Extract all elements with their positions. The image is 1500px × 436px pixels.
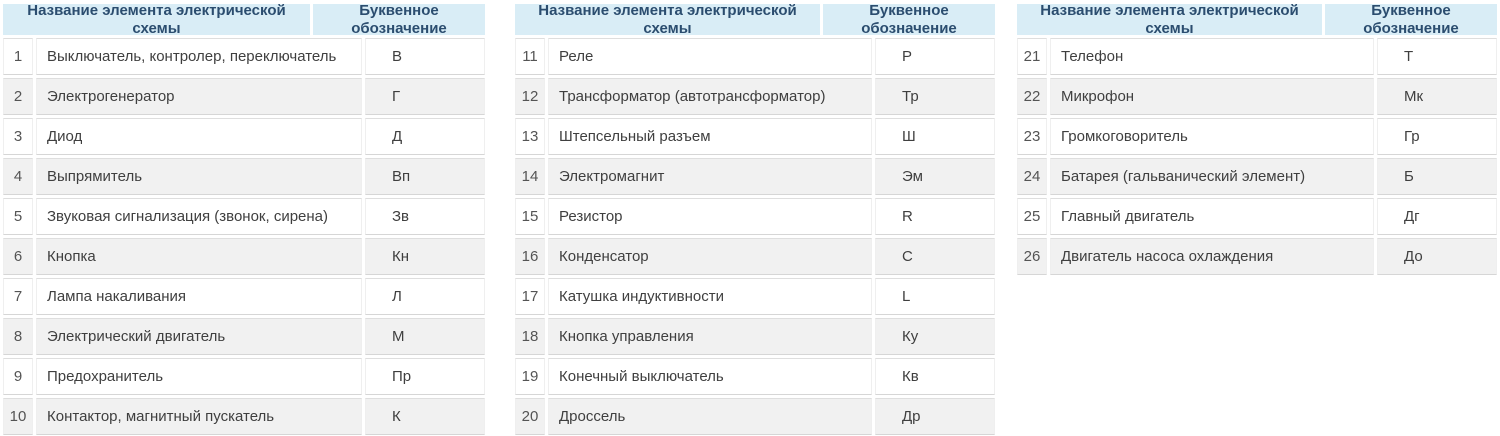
row-number: 21 bbox=[1017, 38, 1047, 75]
table-row bbox=[3, 38, 485, 75]
column-header-designation: Буквенное обозначение bbox=[313, 4, 485, 35]
row-number: 23 bbox=[1017, 118, 1047, 155]
element-name: Электромагнит bbox=[548, 158, 872, 195]
row-number: 16 bbox=[515, 238, 545, 275]
table-row bbox=[3, 278, 485, 315]
element-name: Диод bbox=[36, 118, 362, 155]
letter-designation: R bbox=[875, 198, 995, 235]
letter-designation: Г bbox=[365, 78, 485, 115]
element-name: Резистор bbox=[548, 198, 872, 235]
letter-designation: Гр bbox=[1377, 118, 1497, 155]
element-name: Реле bbox=[548, 38, 872, 75]
row-number: 15 bbox=[515, 198, 545, 235]
table-row bbox=[3, 118, 485, 155]
column-header-element-name: Название элемента электрической схемы bbox=[1017, 4, 1322, 35]
table-row bbox=[3, 198, 485, 235]
column-header-element-name: Название элемента электрической схемы bbox=[515, 4, 820, 35]
column-header-designation: Буквенное обозначение bbox=[823, 4, 995, 35]
element-name: Лампа накаливания bbox=[36, 278, 362, 315]
row-number: 14 bbox=[515, 158, 545, 195]
letter-designation: C bbox=[875, 238, 995, 275]
row-number: 3 bbox=[3, 118, 33, 155]
table-row bbox=[3, 158, 485, 195]
table-row bbox=[3, 318, 485, 355]
table-body bbox=[1014, 35, 1500, 278]
row-number: 26 bbox=[1017, 238, 1047, 275]
row-number: 1 bbox=[3, 38, 33, 75]
row-number: 11 bbox=[515, 38, 545, 75]
designation-table-1 bbox=[0, 0, 488, 436]
element-name: Контактор, магнитный пускатель bbox=[36, 398, 362, 435]
table-header-row bbox=[0, 0, 488, 35]
table-row bbox=[515, 358, 995, 395]
table-row bbox=[515, 278, 995, 315]
table-row bbox=[515, 238, 995, 275]
designation-table-2 bbox=[512, 0, 998, 436]
element-name: Электрический двигатель bbox=[36, 318, 362, 355]
table-row bbox=[515, 398, 995, 435]
letter-designation: Д bbox=[365, 118, 485, 155]
letter-designation: Ш bbox=[875, 118, 995, 155]
row-number: 22 bbox=[1017, 78, 1047, 115]
element-name: Кнопка bbox=[36, 238, 362, 275]
element-name: Конденсатор bbox=[548, 238, 872, 275]
table-header-row bbox=[512, 0, 998, 35]
row-number: 8 bbox=[3, 318, 33, 355]
column-header-element-name: Название элемента электрической схемы bbox=[3, 4, 310, 35]
table-row bbox=[515, 78, 995, 115]
designation-table-3 bbox=[1014, 0, 1500, 278]
row-number: 9 bbox=[3, 358, 33, 395]
table-row bbox=[1017, 118, 1497, 155]
table-row bbox=[515, 38, 995, 75]
letter-designation: Зв bbox=[365, 198, 485, 235]
table-row bbox=[3, 358, 485, 395]
row-number: 5 bbox=[3, 198, 33, 235]
table-row bbox=[515, 118, 995, 155]
letter-designation: Кн bbox=[365, 238, 485, 275]
table-row bbox=[1017, 198, 1497, 235]
table-row bbox=[1017, 78, 1497, 115]
table-row bbox=[3, 78, 485, 115]
row-number: 2 bbox=[3, 78, 33, 115]
letter-designation: Эм bbox=[875, 158, 995, 195]
letter-designation: L bbox=[875, 278, 995, 315]
element-name: Катушка индуктивности bbox=[548, 278, 872, 315]
letter-designation: Б bbox=[1377, 158, 1497, 195]
table-row bbox=[1017, 38, 1497, 75]
element-name: Выключатель, контролер, переключатель bbox=[36, 38, 362, 75]
row-number: 12 bbox=[515, 78, 545, 115]
letter-designation: Дг bbox=[1377, 198, 1497, 235]
row-number: 4 bbox=[3, 158, 33, 195]
row-number: 20 bbox=[515, 398, 545, 435]
table-row bbox=[515, 158, 995, 195]
element-name: Предохранитель bbox=[36, 358, 362, 395]
row-number: 19 bbox=[515, 358, 545, 395]
letter-designation: Мк bbox=[1377, 78, 1497, 115]
letter-designation: Пр bbox=[365, 358, 485, 395]
letter-designation: В bbox=[365, 38, 485, 75]
table-row bbox=[1017, 158, 1497, 195]
table-row bbox=[515, 198, 995, 235]
row-number: 25 bbox=[1017, 198, 1047, 235]
row-number: 10 bbox=[3, 398, 33, 435]
table-body bbox=[512, 35, 998, 436]
row-number: 13 bbox=[515, 118, 545, 155]
letter-designation: Др bbox=[875, 398, 995, 435]
letter-designation: До bbox=[1377, 238, 1497, 275]
element-name: Электрогенератор bbox=[36, 78, 362, 115]
row-number: 24 bbox=[1017, 158, 1047, 195]
table-row bbox=[1017, 238, 1497, 275]
element-name: Телефон bbox=[1050, 38, 1374, 75]
letter-designation: К bbox=[365, 398, 485, 435]
element-name: Дроссель bbox=[548, 398, 872, 435]
table-body bbox=[0, 35, 488, 436]
element-name: Штепсельный разъем bbox=[548, 118, 872, 155]
element-name: Главный двигатель bbox=[1050, 198, 1374, 235]
table-header-row bbox=[1014, 0, 1500, 35]
letter-designation: Л bbox=[365, 278, 485, 315]
table-row bbox=[3, 238, 485, 275]
element-name: Батарея (гальванический элемент) bbox=[1050, 158, 1374, 195]
element-name: Конечный выключатель bbox=[548, 358, 872, 395]
row-number: 18 bbox=[515, 318, 545, 355]
element-name: Громкоговоритель bbox=[1050, 118, 1374, 155]
column-header-designation: Буквенное обозначение bbox=[1325, 4, 1497, 35]
letter-designation: Ку bbox=[875, 318, 995, 355]
element-name: Микрофон bbox=[1050, 78, 1374, 115]
letter-designation: Р bbox=[875, 38, 995, 75]
element-name: Двигатель насоса охлаждения bbox=[1050, 238, 1374, 275]
table-row bbox=[3, 398, 485, 435]
letter-designation: Тр bbox=[875, 78, 995, 115]
letter-designation: Кв bbox=[875, 358, 995, 395]
element-name: Звуковая сигнализация (звонок, сирена) bbox=[36, 198, 362, 235]
element-name: Трансформатор (автотрансформатор) bbox=[548, 78, 872, 115]
row-number: 7 bbox=[3, 278, 33, 315]
element-name: Выпрямитель bbox=[36, 158, 362, 195]
row-number: 6 bbox=[3, 238, 33, 275]
table-row bbox=[515, 318, 995, 355]
letter-designation: М bbox=[365, 318, 485, 355]
letter-designation: Т bbox=[1377, 38, 1497, 75]
row-number: 17 bbox=[515, 278, 545, 315]
element-name: Кнопка управления bbox=[548, 318, 872, 355]
letter-designation: Вп bbox=[365, 158, 485, 195]
